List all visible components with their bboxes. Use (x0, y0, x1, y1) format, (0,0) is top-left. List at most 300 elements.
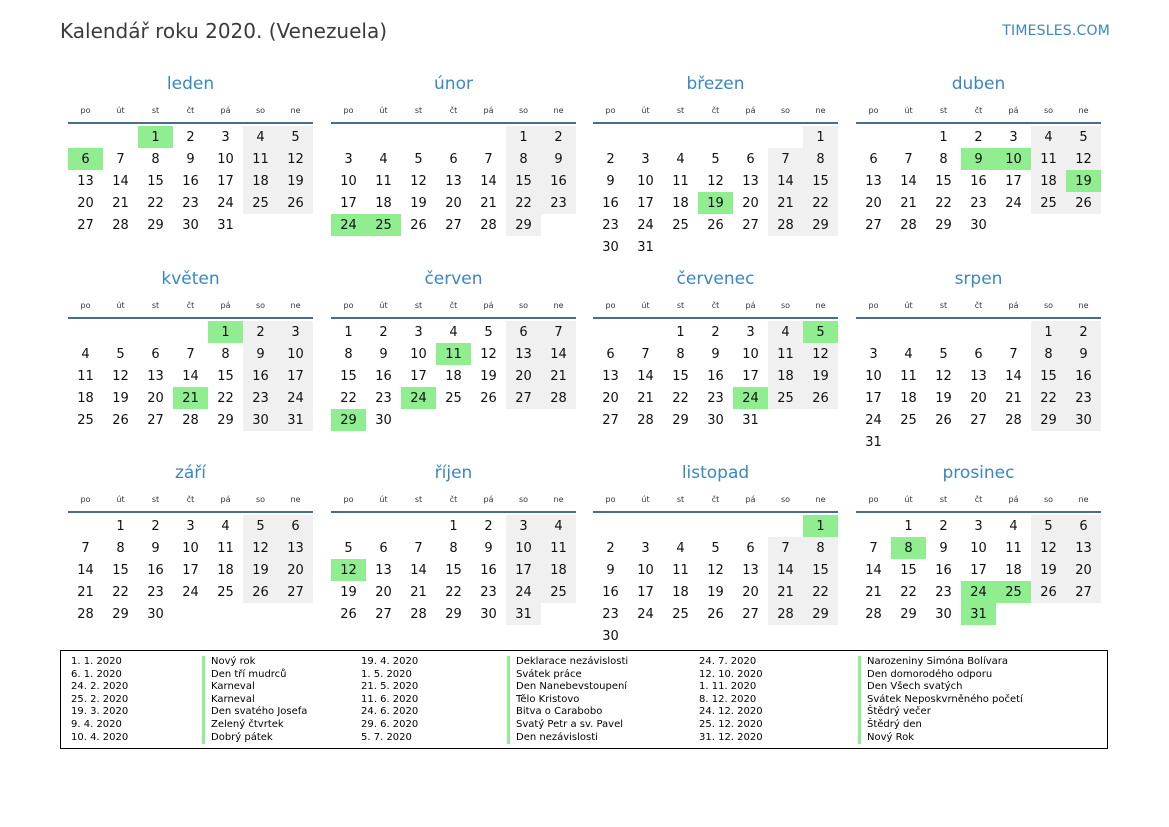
day-cell: 26 (707, 606, 724, 622)
holiday-name: Karneval (202, 694, 255, 707)
day-cell: 8 (449, 540, 458, 556)
day-cell: 11 (77, 368, 94, 384)
weekday-label: so (255, 106, 266, 115)
empty-cell (856, 515, 891, 537)
weekend-day-cell: 27 (278, 581, 313, 603)
day-cell: 7 (641, 346, 650, 362)
weekend-day-cell: 7 (768, 537, 803, 559)
weekday-label: pá (220, 301, 231, 310)
day-cell: 22 (900, 584, 917, 600)
weekday-header (331, 491, 576, 513)
day-cell: 10 (637, 173, 654, 189)
day-cell: 5 (711, 540, 720, 556)
day-cell: 24 (637, 217, 654, 233)
weekend-day-cell: 9 (243, 343, 278, 365)
weekend-day-cell: 21 (768, 192, 803, 214)
weekend-day-cell: 2 (243, 321, 278, 343)
day-cell: 16 (147, 562, 164, 578)
day-cell: 17 (182, 562, 199, 578)
holiday-day-cell: 25 (996, 581, 1031, 603)
day-cell: 23 (602, 217, 619, 233)
holiday-day-cell: 19 (1066, 170, 1101, 192)
day-cell: 27 (602, 412, 619, 428)
weekday-header (593, 102, 838, 124)
weekday-label: út (379, 106, 388, 115)
holiday-date: 24. 12. 2020 (699, 706, 763, 718)
day-cell: 27 (970, 412, 987, 428)
day-cell: 15 (340, 368, 357, 384)
weekday-label: pá (220, 106, 231, 115)
weekday-label: pá (483, 301, 494, 310)
day-cell: 15 (900, 562, 917, 578)
day-cell: 28 (865, 606, 882, 622)
month-10 (331, 459, 576, 625)
day-cell: 6 (746, 540, 755, 556)
day-cell: 14 (410, 562, 427, 578)
day-cell: 3 (1009, 129, 1018, 145)
empty-cell (103, 126, 138, 148)
day-cell: 28 (77, 606, 94, 622)
empty-cell (471, 126, 506, 148)
day-cell: 26 (480, 390, 497, 406)
day-cell: 19 (410, 195, 427, 211)
day-cell: 17 (637, 584, 654, 600)
weekend-day-cell: 1 (1031, 321, 1066, 343)
empty-cell (366, 126, 401, 148)
weekday-label: čt (449, 495, 458, 504)
day-cell: 12 (707, 173, 724, 189)
day-cell: 20 (602, 390, 619, 406)
day-cell: 24 (182, 584, 199, 600)
weekend-day-cell: 22 (506, 192, 541, 214)
weekday-label: st (939, 106, 948, 115)
weekend-day-cell: 5 (278, 126, 313, 148)
weekday-label: so (1043, 106, 1054, 115)
day-cell: 26 (410, 217, 427, 233)
weekday-label: so (780, 495, 791, 504)
weekday-label: ne (1078, 301, 1089, 310)
weekend-day-cell: 11 (541, 537, 576, 559)
holiday-date: 31. 12. 2020 (699, 731, 763, 743)
days-grid (331, 515, 576, 625)
day-cell: 2 (484, 518, 493, 534)
weekend-day-cell: 14 (768, 559, 803, 581)
day-cell: 30 (602, 628, 619, 644)
day-cell: 11 (217, 540, 234, 556)
weekend-day-cell: 12 (1066, 148, 1101, 170)
empty-cell (628, 126, 663, 148)
weekday-label: út (379, 301, 388, 310)
day-cell: 26 (935, 412, 952, 428)
day-cell: 16 (602, 195, 619, 211)
holiday-date: 6. 1. 2020 (71, 668, 122, 680)
day-cell: 6 (746, 151, 755, 167)
day-cell: 15 (935, 173, 952, 189)
holiday-name: Nový rok (202, 656, 255, 669)
day-cell: 20 (147, 390, 164, 406)
empty-cell (733, 515, 768, 537)
holiday-date: 10. 4. 2020 (71, 731, 129, 743)
weekday-label: pá (1008, 106, 1019, 115)
day-cell: 4 (221, 518, 230, 534)
day-cell: 23 (935, 584, 952, 600)
day-cell: 13 (865, 173, 882, 189)
day-cell: 12 (935, 368, 952, 384)
weekday-label: ne (553, 106, 564, 115)
holiday-name: Den Všech svatých (858, 681, 963, 694)
weekday-label: ne (553, 301, 564, 310)
holiday-name: Bitva o Carabobo (507, 706, 602, 719)
day-cell: 22 (935, 195, 952, 211)
weekday-label: pá (483, 106, 494, 115)
day-cell: 2 (606, 151, 615, 167)
month-6 (331, 265, 576, 431)
day-cell: 30 (602, 239, 619, 255)
empty-cell (891, 126, 926, 148)
day-cell: 6 (606, 346, 615, 362)
days-grid (856, 126, 1101, 236)
day-cell: 14 (900, 173, 917, 189)
holiday-day-cell: 1 (138, 126, 173, 148)
day-cell: 12 (480, 346, 497, 362)
day-cell: 13 (375, 562, 392, 578)
day-cell: 17 (970, 562, 987, 578)
holiday-date: 25. 12. 2020 (699, 719, 763, 730)
day-cell: 21 (77, 584, 94, 600)
day-cell: 5 (711, 151, 720, 167)
weekend-day-cell: 5 (1066, 126, 1101, 148)
weekend-day-cell: 5 (1031, 515, 1066, 537)
weekend-day-cell: 15 (803, 559, 838, 581)
day-cell: 27 (865, 217, 882, 233)
weekend-day-cell: 29 (1031, 409, 1066, 431)
weekday-label: st (151, 495, 160, 504)
month-2 (331, 70, 576, 236)
weekend-day-cell: 18 (541, 559, 576, 581)
empty-cell (68, 515, 103, 537)
month-name: duben (951, 74, 1006, 94)
holiday-day-cell: 1 (803, 515, 838, 537)
day-cell: 3 (746, 324, 755, 340)
day-cell: 4 (379, 151, 388, 167)
holiday-date: 21. 5. 2020 (361, 681, 419, 693)
day-cell: 13 (742, 562, 759, 578)
holiday-day-cell: 1 (208, 321, 243, 343)
day-cell: 7 (484, 151, 493, 167)
day-cell: 12 (707, 562, 724, 578)
weekend-day-cell: 16 (541, 170, 576, 192)
holiday-name: Svátek Neposkvrněného početí (858, 694, 1023, 707)
day-cell: 4 (676, 540, 685, 556)
weekend-day-cell: 13 (1066, 537, 1101, 559)
weekend-day-cell: 31 (506, 603, 541, 625)
weekday-label: st (676, 106, 685, 115)
day-cell: 25 (672, 217, 689, 233)
weekend-day-cell: 4 (541, 515, 576, 537)
weekday-label: út (904, 301, 913, 310)
empty-cell (436, 126, 471, 148)
day-cell: 18 (900, 390, 917, 406)
day-cell: 13 (602, 368, 619, 384)
day-cell: 31 (742, 412, 759, 428)
weekend-day-cell: 6 (506, 321, 541, 343)
weekday-label: pá (745, 495, 756, 504)
weekend-day-cell: 28 (768, 214, 803, 236)
weekend-day-cell: 18 (1031, 170, 1066, 192)
day-cell: 16 (970, 173, 987, 189)
weekday-label: út (379, 495, 388, 504)
day-cell: 6 (379, 540, 388, 556)
weekend-day-cell: 4 (1031, 126, 1066, 148)
weekend-day-cell: 8 (803, 537, 838, 559)
month-4 (856, 70, 1101, 236)
weekend-day-cell: 25 (1031, 192, 1066, 214)
weekday-label: po (80, 495, 91, 504)
weekend-day-cell: 11 (768, 343, 803, 365)
weekday-label: po (343, 301, 354, 310)
weekend-day-cell: 4 (243, 126, 278, 148)
weekend-day-cell: 26 (803, 387, 838, 409)
day-cell: 9 (484, 540, 493, 556)
weekday-label: ne (1078, 106, 1089, 115)
day-cell: 5 (116, 346, 125, 362)
day-cell: 23 (602, 606, 619, 622)
day-cell: 21 (410, 584, 427, 600)
weekday-label: so (780, 301, 791, 310)
holiday-name: Den domorodého odporu (858, 669, 992, 682)
day-cell: 24 (1005, 195, 1022, 211)
day-cell: 14 (1005, 368, 1022, 384)
weekend-day-cell: 27 (506, 387, 541, 409)
day-cell: 27 (375, 606, 392, 622)
empty-cell (593, 321, 628, 343)
empty-cell (733, 126, 768, 148)
day-cell: 9 (711, 346, 720, 362)
weekday-header (856, 491, 1101, 513)
weekend-day-cell: 19 (803, 365, 838, 387)
holiday-date: 29. 6. 2020 (361, 719, 419, 730)
day-cell: 13 (147, 368, 164, 384)
day-cell: 18 (217, 562, 234, 578)
weekday-label: čt (711, 301, 720, 310)
day-cell: 4 (1009, 518, 1018, 534)
day-cell: 9 (606, 173, 615, 189)
day-cell: 12 (112, 368, 129, 384)
month-9 (68, 459, 313, 625)
month-8 (856, 265, 1101, 453)
day-cell: 25 (217, 584, 234, 600)
empty-cell (103, 321, 138, 343)
weekday-label: čt (974, 106, 983, 115)
day-cell: 8 (939, 151, 948, 167)
weekday-label: čt (186, 106, 195, 115)
empty-cell (401, 126, 436, 148)
empty-cell (593, 126, 628, 148)
weekend-day-cell: 14 (768, 170, 803, 192)
weekend-day-cell: 16 (243, 365, 278, 387)
holiday-name: Karneval (202, 681, 255, 694)
day-cell: 25 (672, 606, 689, 622)
weekday-label: ne (1078, 495, 1089, 504)
weekday-label: so (518, 301, 529, 310)
empty-cell (926, 321, 961, 343)
day-cell: 31 (637, 239, 654, 255)
weekday-label: čt (449, 106, 458, 115)
weekend-day-cell: 4 (768, 321, 803, 343)
day-cell: 23 (182, 195, 199, 211)
holiday-day-cell: 12 (331, 559, 366, 581)
holiday-date: 19. 3. 2020 (71, 706, 129, 718)
weekday-header (856, 102, 1101, 124)
weekend-day-cell: 14 (541, 343, 576, 365)
weekend-day-cell: 15 (803, 170, 838, 192)
weekend-day-cell: 3 (506, 515, 541, 537)
day-cell: 19 (112, 390, 129, 406)
weekday-label: út (641, 495, 650, 504)
day-cell: 2 (186, 129, 195, 145)
day-cell: 23 (707, 390, 724, 406)
weekday-label: st (676, 495, 685, 504)
day-cell: 11 (672, 173, 689, 189)
day-cell: 9 (151, 540, 160, 556)
day-cell: 24 (637, 606, 654, 622)
day-cell: 30 (707, 412, 724, 428)
weekday-label: po (868, 495, 879, 504)
weekend-day-cell: 12 (1031, 537, 1066, 559)
weekday-label: út (116, 495, 125, 504)
weekend-day-cell: 24 (278, 387, 313, 409)
weekday-label: út (116, 301, 125, 310)
day-cell: 2 (974, 129, 983, 145)
empty-cell (768, 515, 803, 537)
day-cell: 3 (221, 129, 230, 145)
site-link[interactable]: TIMESLES.COM (1002, 23, 1110, 39)
weekday-label: út (904, 106, 913, 115)
day-cell: 18 (375, 195, 392, 211)
day-cell: 18 (1005, 562, 1022, 578)
days-grid (68, 321, 313, 431)
weekday-label: so (518, 106, 529, 115)
day-cell: 4 (449, 324, 458, 340)
day-cell: 10 (637, 562, 654, 578)
weekday-label: po (343, 495, 354, 504)
weekend-day-cell: 1 (506, 126, 541, 148)
weekend-day-cell: 28 (768, 603, 803, 625)
empty-cell (628, 515, 663, 537)
day-cell: 4 (904, 346, 913, 362)
weekday-header (68, 297, 313, 319)
weekend-day-cell: 27 (1066, 581, 1101, 603)
day-cell: 31 (217, 217, 234, 233)
weekend-day-cell: 29 (506, 214, 541, 236)
days-grid (331, 126, 576, 236)
day-cell: 31 (865, 434, 882, 450)
weekend-day-cell: 17 (278, 365, 313, 387)
day-cell: 16 (375, 368, 392, 384)
weekday-label: so (780, 106, 791, 115)
holiday-name: Štědrý večer (858, 706, 931, 719)
holiday-day-cell: 19 (698, 192, 733, 214)
weekend-day-cell: 2 (1066, 321, 1101, 343)
day-cell: 14 (865, 562, 882, 578)
weekend-day-cell: 6 (278, 515, 313, 537)
weekend-day-cell: 21 (541, 365, 576, 387)
weekday-label: čt (974, 495, 983, 504)
empty-cell (663, 515, 698, 537)
day-cell: 7 (869, 540, 878, 556)
day-cell: 8 (676, 346, 685, 362)
day-cell: 10 (865, 368, 882, 384)
weekday-label: st (151, 301, 160, 310)
day-cell: 15 (112, 562, 129, 578)
days-grid (856, 321, 1101, 453)
empty-cell (68, 126, 103, 148)
day-cell: 23 (480, 584, 497, 600)
weekday-label: pá (483, 495, 494, 504)
day-cell: 1 (676, 324, 685, 340)
day-cell: 27 (742, 606, 759, 622)
weekend-day-cell: 10 (278, 343, 313, 365)
month-12 (856, 459, 1101, 625)
holiday-date: 24. 6. 2020 (361, 706, 419, 718)
month-name: srpen (954, 269, 1003, 289)
month-name: únor (434, 74, 473, 94)
weekend-day-cell: 8 (803, 148, 838, 170)
day-cell: 2 (151, 518, 160, 534)
weekend-day-cell: 12 (243, 537, 278, 559)
empty-cell (768, 126, 803, 148)
day-cell: 17 (865, 390, 882, 406)
weekend-day-cell: 26 (278, 192, 313, 214)
weekend-day-cell: 9 (541, 148, 576, 170)
holiday-date: 11. 6. 2020 (361, 693, 419, 705)
holiday-day-cell: 29 (331, 409, 366, 431)
month-name: listopad (681, 463, 750, 483)
day-cell: 10 (970, 540, 987, 556)
weekday-label: ne (290, 106, 301, 115)
weekday-label: so (1043, 301, 1054, 310)
day-cell: 7 (81, 540, 90, 556)
empty-cell (961, 321, 996, 343)
month-name: říjen (434, 463, 473, 483)
day-cell: 21 (900, 195, 917, 211)
day-cell: 9 (939, 540, 948, 556)
weekday-label: st (414, 495, 423, 504)
day-cell: 21 (1005, 390, 1022, 406)
weekend-day-cell: 11 (243, 148, 278, 170)
weekend-day-cell: 15 (506, 170, 541, 192)
day-cell: 2 (711, 324, 720, 340)
weekday-label: po (868, 301, 879, 310)
weekend-day-cell: 19 (278, 170, 313, 192)
day-cell: 16 (935, 562, 952, 578)
day-cell: 30 (182, 217, 199, 233)
day-cell: 18 (445, 368, 462, 384)
weekend-day-cell: 15 (1031, 365, 1066, 387)
day-cell: 30 (480, 606, 497, 622)
day-cell: 27 (77, 217, 94, 233)
day-cell: 24 (217, 195, 234, 211)
weekend-day-cell: 10 (506, 537, 541, 559)
weekday-header (68, 102, 313, 124)
day-cell: 12 (410, 173, 427, 189)
weekend-day-cell: 17 (506, 559, 541, 581)
weekend-day-cell: 9 (1066, 343, 1101, 365)
weekend-day-cell: 18 (243, 170, 278, 192)
empty-cell (663, 126, 698, 148)
weekend-day-cell: 23 (541, 192, 576, 214)
day-cell: 29 (147, 217, 164, 233)
